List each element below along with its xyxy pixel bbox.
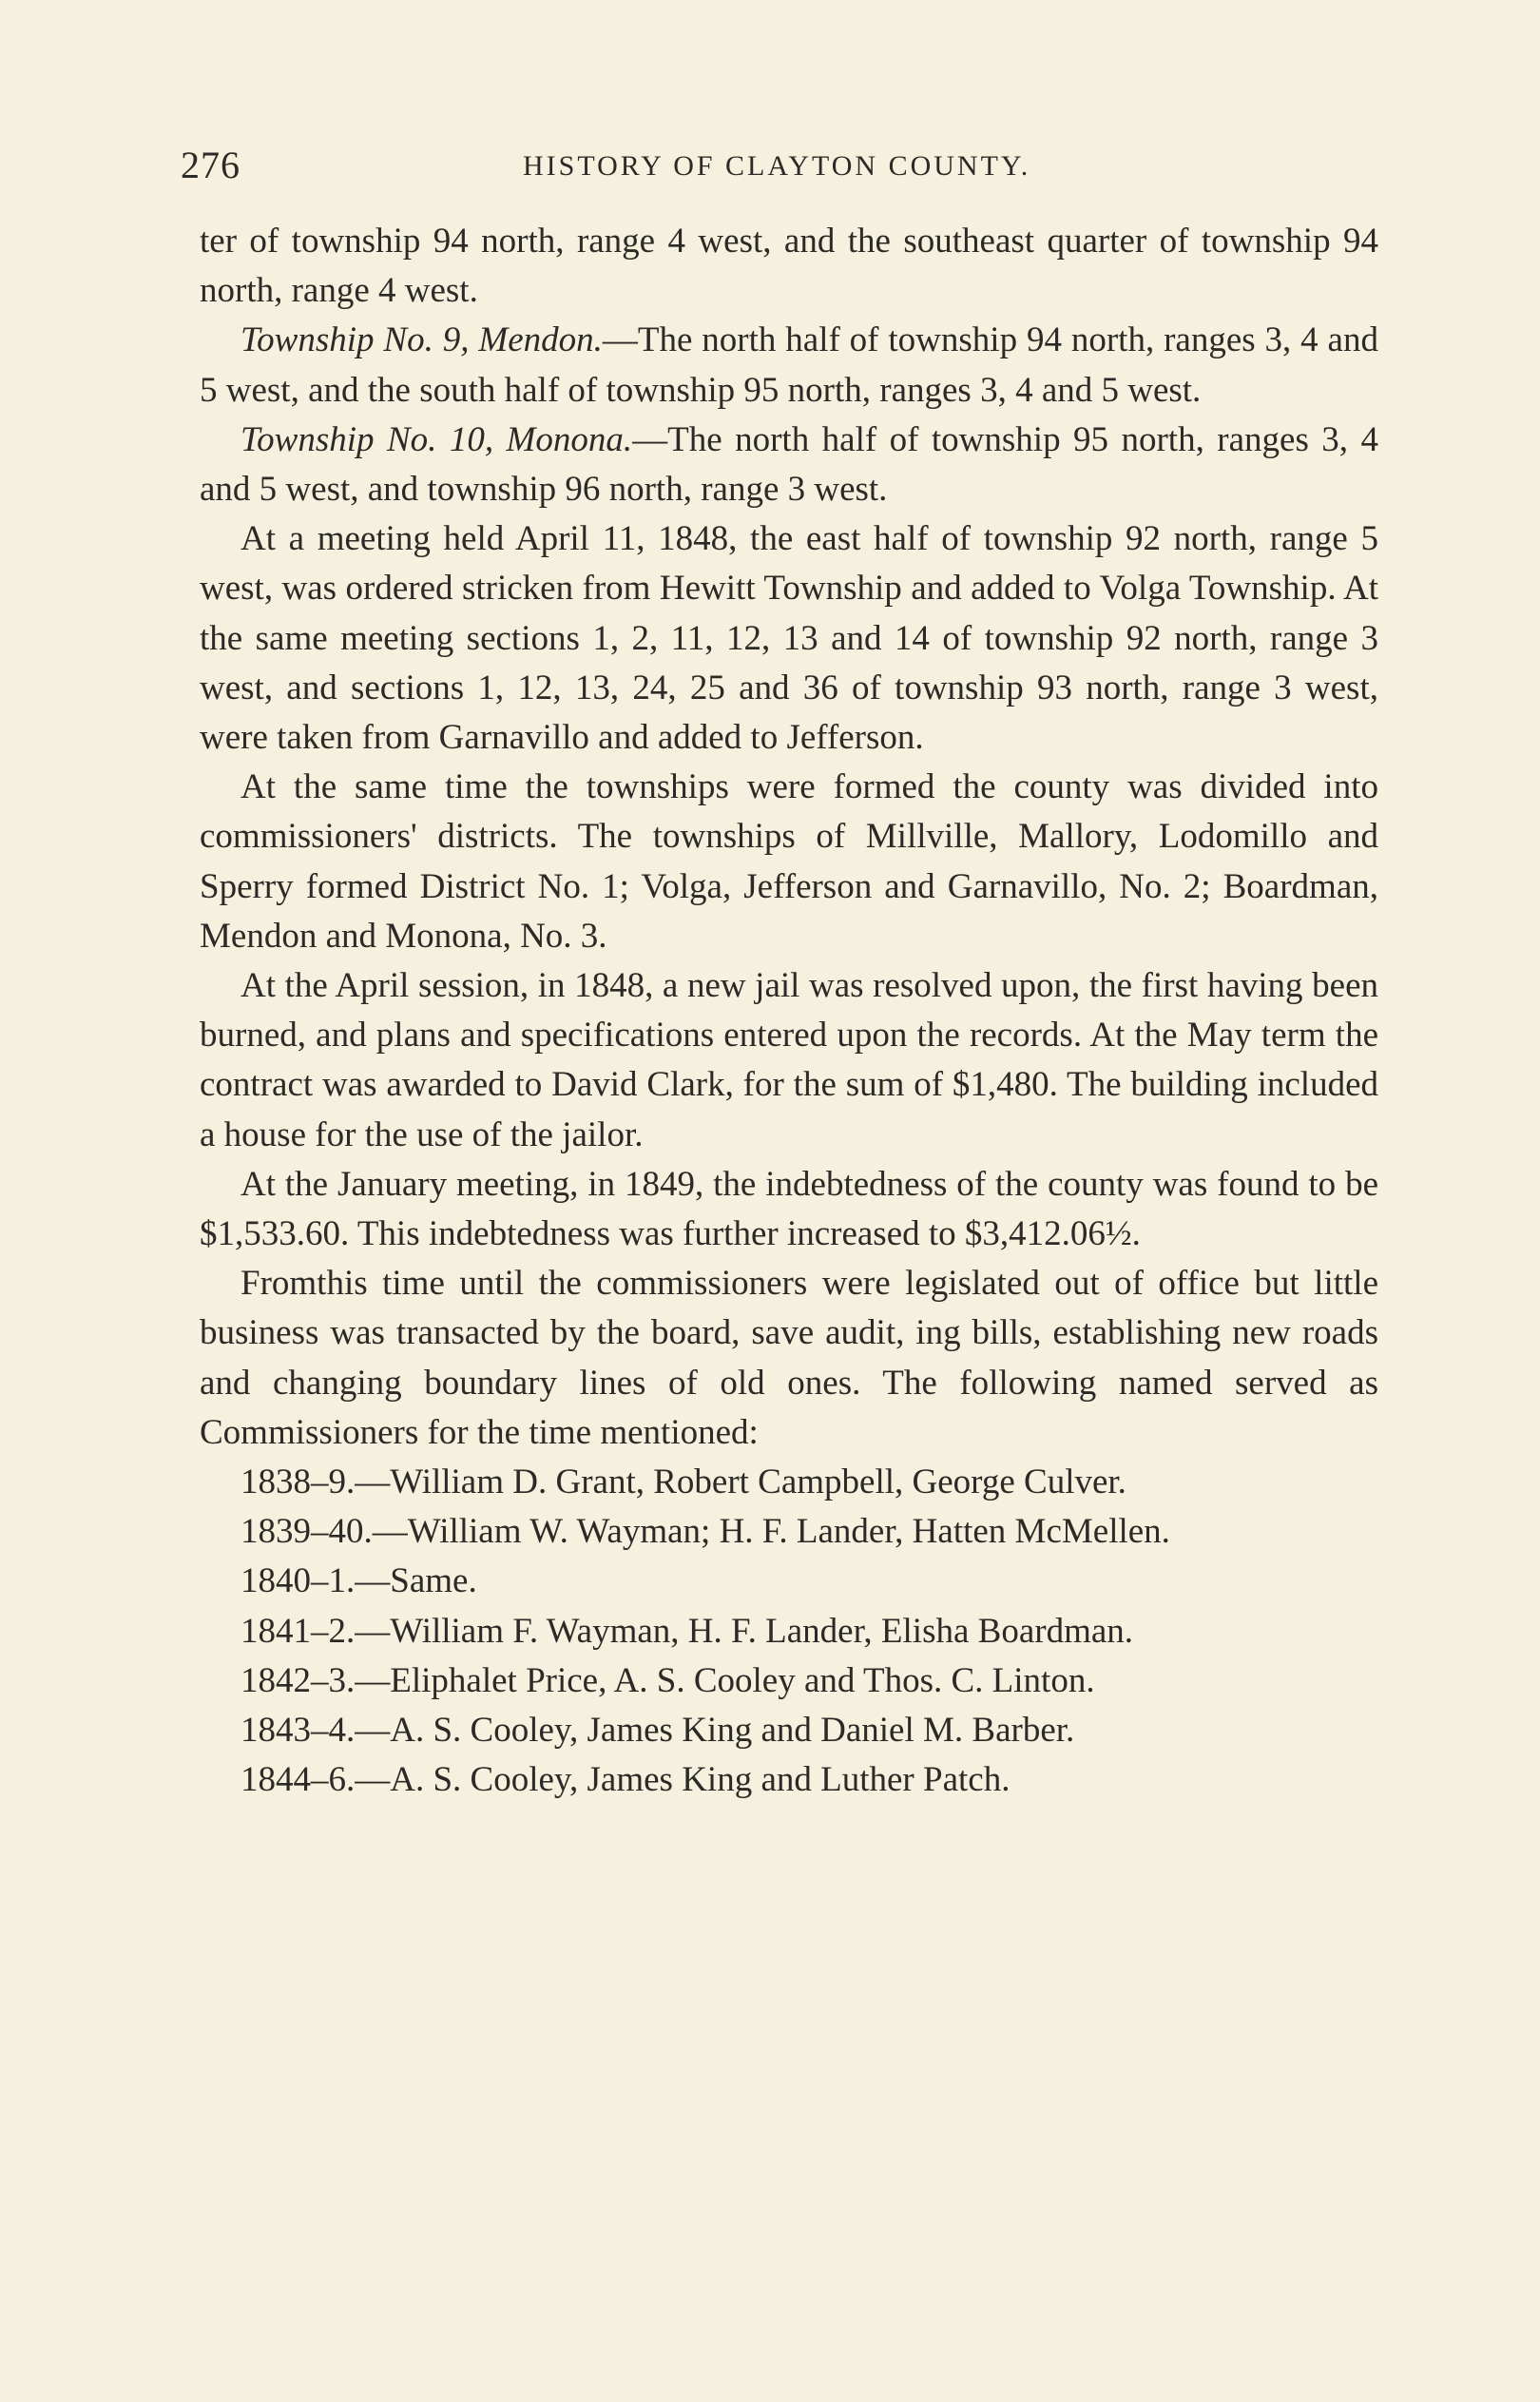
paragraph	[200, 1259, 1378, 1458]
paragraph	[200, 1160, 1378, 1259]
paragraph-text: —The north half of township 95 north, ranges 3, 4 and 5 west, and township 96 north, range 3 west.	[200, 419, 1378, 510]
commissioners-entry: 1840–1.—Same.	[241, 1561, 477, 1601]
running-title: HISTORY OF CLAYTON COUNTY.	[523, 150, 1031, 182]
paragraph	[200, 416, 1378, 514]
paragraph-text: At the April session, in 1848, a new jail was resolved upon, the first having been burned, and plans and specifications entered upon the records. At the May term the contract was awarded to David Clark, for the sum of $1,480. The building included a house for the use of the jailor.	[200, 966, 1378, 1154]
paragraph-text: At the same time the townships were formed the county was divided into commissioners' districts. The townships of Millville, Mallory, Lodomillo and Sperry formed District No. 1; Volga, Jefferson and Garnavillo, No. 2; Boardman, Mendon and Monona, No. 3.	[200, 767, 1378, 956]
paragraph-text: At a meeting held April 11, 1848, the east half of township 92 north, range 5 west, was ordered stricken from Hewitt Township and added to Volga Township. At the same meeting sections 1, 2, 11, 12, 13 and 14 of township 92 north, range 3 west, and sections 1, 12, 13, 24, 25 and 36 of township 93 north, range 3 west, were taken from Garnavillo and added to Jefferson.	[200, 519, 1378, 758]
commissioners-entry: 1839–40.—William W. Wayman; H. F. Lander, Hatten McMellen.	[241, 1512, 1170, 1552]
commissioners-entry: 1844–6.—A. S. Cooley, James King and Luther Patch.	[241, 1760, 1011, 1800]
paragraph-lead: Township No. 9, Mendon.	[241, 320, 603, 360]
commissioners-entry: 1842–3.—Eliphalet Price, A. S. Cooley and Thos. C. Linton.	[241, 1660, 1095, 1700]
paragraph-text: At the January meeting, in 1849, the indebtedness of the county was found to be $1,533.60. This indebtedness was further increased to $3,412.06½.	[200, 1164, 1378, 1254]
paragraph-text: Fromthis time until the commissioners were legislated out of office but little business was transacted by the board, save audit, ing bills, establishing new roads and changing boundary lines of old ones. The following named served as Commissioners for the time mentioned:	[200, 1264, 1378, 1452]
commissioners-entry: 1841–2.—William F. Wayman, H. F. Lander, Elisha Boardman.	[241, 1611, 1134, 1651]
paragraph-lead: Township No. 10, Monona.	[241, 419, 633, 459]
commissioners-list	[200, 1458, 1378, 1805]
page-number: 276	[181, 144, 241, 186]
commissioners-entry: 1838–9.—William D. Grant, Robert Campbell, George Culver.	[241, 1463, 1126, 1502]
body-text	[200, 217, 1378, 1806]
paragraph	[200, 316, 1378, 415]
paragraph	[200, 961, 1378, 1160]
paragraph	[200, 217, 1378, 316]
commissioners-entry: 1843–4.—A. S. Cooley, James King and Daniel M. Barber.	[241, 1711, 1075, 1751]
paragraph	[200, 514, 1378, 763]
paragraph	[200, 763, 1378, 961]
paragraph-text: —The north half of township 94 north, ranges 3, 4 and 5 west, and the south half of township 95 north, ranges 3, 4 and 5 west.	[200, 320, 1378, 410]
running-head	[181, 143, 1388, 190]
paragraph-text: ter of township 94 north, range 4 west, and the southeast quarter of township 94 north, range 4 west.	[200, 222, 1378, 311]
